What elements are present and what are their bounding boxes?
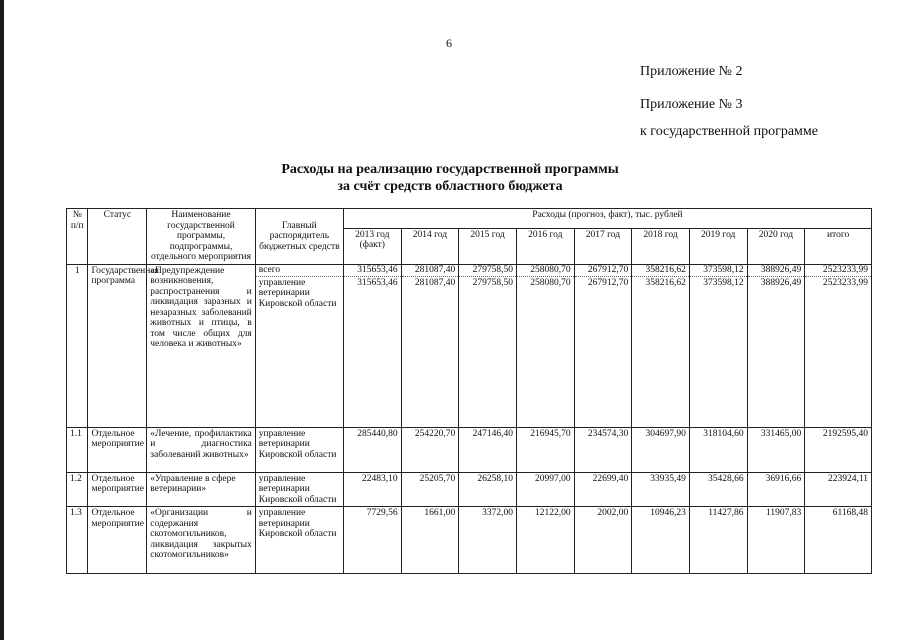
header-year: 2014 год xyxy=(401,228,459,264)
value-cell: 281087,40 281087,40 xyxy=(401,264,459,427)
row-number: 1.2 xyxy=(67,472,88,507)
row-name: «Предупреждение возникновения, распространения и ликвидация заразных и незаразных заболеваний животных и птицы, в том числе общих для человека и животных» xyxy=(147,264,256,427)
header-year: 2017 год xyxy=(574,228,632,264)
value-cell: 11907,83 xyxy=(747,507,805,574)
total-cell: 61168,48 xyxy=(805,507,872,574)
appendix-2-label: Приложение № 2 xyxy=(640,64,743,79)
header-year: 2015 год xyxy=(459,228,517,264)
budget-table xyxy=(66,208,872,574)
header-no: № п/п xyxy=(67,209,88,265)
value-cell: 247146,40 xyxy=(459,427,517,472)
value-cell: 35428,66 xyxy=(689,472,747,507)
value-cell: 2002,00 xyxy=(574,507,632,574)
value-cell: 3372,00 xyxy=(459,507,517,574)
table-row xyxy=(67,264,872,427)
value-cell: 315653,46 315653,46 xyxy=(343,264,401,427)
row-admin: управление ветеринарии Кировской области xyxy=(255,507,343,574)
document-title-line-1: Расходы на реализацию государственной программы xyxy=(281,162,619,177)
header-expenses: Расходы (прогноз, факт), тыс. рублей xyxy=(343,209,871,229)
appendix-subtitle: к государственной программе xyxy=(640,124,818,139)
header-year: 2019 год xyxy=(689,228,747,264)
row-name: «Организации и содержания скотомогильников, ликвидация закрытых скотомогильников» xyxy=(147,507,256,574)
value-cell: 11427,86 xyxy=(689,507,747,574)
row-admin-all: всего xyxy=(256,265,343,277)
appendix-3-label: Приложение № 3 xyxy=(640,97,743,112)
row-number: 1.1 xyxy=(67,427,88,472)
document-title-line-2: за счёт средств областного бюджета xyxy=(337,179,563,194)
scan-edge-bar xyxy=(0,0,4,640)
value-cell: 22483,10 xyxy=(343,472,401,507)
row-status: Государственная программа xyxy=(88,264,147,427)
row-admin-name: управление ветеринарии Кировской области xyxy=(258,277,337,309)
header-year: 2016 год xyxy=(516,228,574,264)
value-cell: 12122,00 xyxy=(516,507,574,574)
header-total: итого xyxy=(805,228,872,264)
value-cell: 10946,23 xyxy=(632,507,690,574)
value-cell: 267912,70 267912,70 xyxy=(574,264,632,427)
table-row xyxy=(67,427,872,472)
total-cell: 2192595,40 xyxy=(805,427,872,472)
row-number: 1 xyxy=(67,264,88,427)
value-cell: 25205,70 xyxy=(401,472,459,507)
header-row-1 xyxy=(67,209,872,229)
value-cell: 258080,70 258080,70 xyxy=(516,264,574,427)
row-admin: управление ветеринарии Кировской области xyxy=(255,427,343,472)
value-cell: 318104,60 xyxy=(689,427,747,472)
value-cell: 304697,90 xyxy=(632,427,690,472)
value-cell: 7729,56 xyxy=(343,507,401,574)
header-year: 2018 год xyxy=(632,228,690,264)
row-admin xyxy=(255,264,343,427)
header-admin: Главный распорядитель бюджетных средств xyxy=(255,209,343,265)
value-cell: 22699,40 xyxy=(574,472,632,507)
row-number: 1.3 xyxy=(67,507,88,574)
value-cell: 216945,70 xyxy=(516,427,574,472)
value-cell: 1661,00 xyxy=(401,507,459,574)
value-cell: 358216,62 358216,62 xyxy=(632,264,690,427)
header-year: 2020 год xyxy=(747,228,805,264)
value-cell: 373598,12 373598,12 xyxy=(689,264,747,427)
page-number: 6 xyxy=(446,36,452,50)
row-status: Отдельное мероприятие xyxy=(88,472,147,507)
value-cell: 36916,66 xyxy=(747,472,805,507)
header-year: 2013 год (факт) xyxy=(343,228,401,264)
table-row xyxy=(67,472,872,507)
header-name: Наименование государственной программы, подпрограммы, отдельного мероприятия xyxy=(147,209,256,265)
value-cell: 254220,70 xyxy=(401,427,459,472)
row-name: «Управление в сфере ветеринарии» xyxy=(147,472,256,507)
value-cell: 388926,49 388926,49 xyxy=(747,264,805,427)
row-status: Отдельное мероприятие xyxy=(88,427,147,472)
value-cell: 279758,50 279758,50 xyxy=(459,264,517,427)
value-cell: 26258,10 xyxy=(459,472,517,507)
value-cell: 331465,00 xyxy=(747,427,805,472)
row-admin: управление ветеринарии Кировской области xyxy=(255,472,343,507)
value-cell: 33935,49 xyxy=(632,472,690,507)
header-status: Статус xyxy=(88,209,147,265)
table-row xyxy=(67,507,872,574)
row-name: «Лечение, профилактика и диагностика заболеваний животных» xyxy=(147,427,256,472)
total-cell: 2523233,99 2523233,99 xyxy=(805,264,872,427)
value-cell: 234574,30 xyxy=(574,427,632,472)
total-cell: 223924,11 xyxy=(805,472,872,507)
value-cell: 20997,00 xyxy=(516,472,574,507)
value-cell: 285440,80 xyxy=(343,427,401,472)
row-status: Отдельное мероприятие xyxy=(88,507,147,574)
